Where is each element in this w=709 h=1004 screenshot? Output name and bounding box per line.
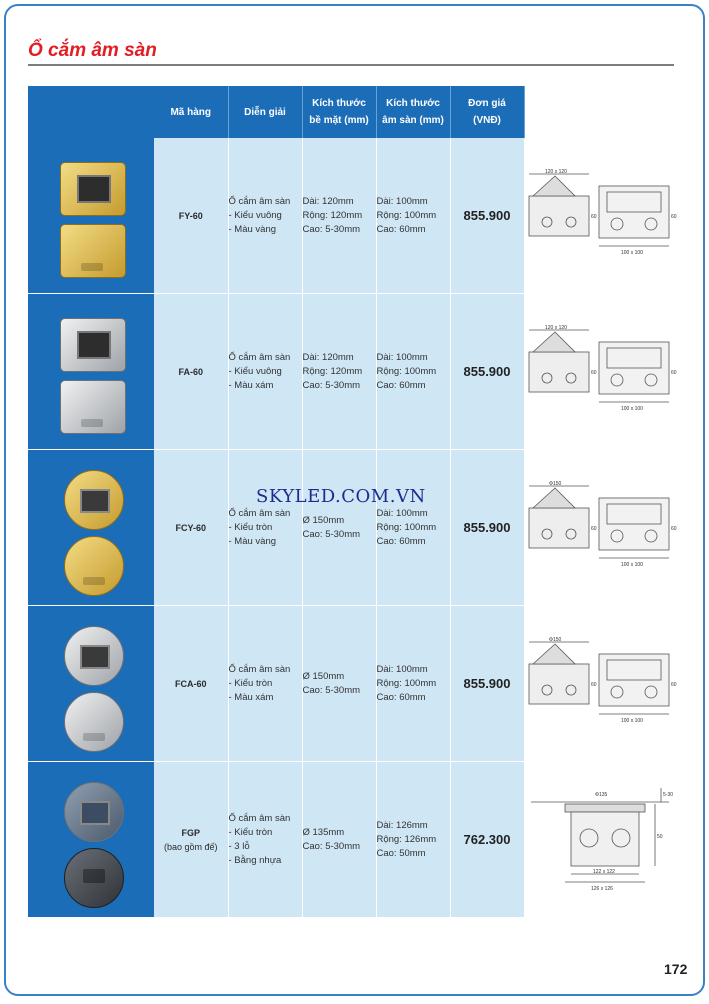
product-code <box>154 138 228 294</box>
flush-line: Rộng: 100mm <box>376 677 437 689</box>
desc-line: - Màu vàng <box>228 223 277 235</box>
desc-line: - 3 lỗ <box>228 840 250 852</box>
product-photo-closed <box>64 692 124 752</box>
product-photo-open <box>64 626 124 686</box>
surface-line: Rộng: 120mm <box>302 209 363 221</box>
product-code <box>154 762 228 918</box>
flush-line: Dài: 100mm <box>376 195 428 207</box>
flush-line: Rộng: 100mm <box>376 365 437 377</box>
catalog-page <box>4 4 705 996</box>
product-code-text: FCA-60 <box>174 678 207 689</box>
surface-line: Cao: 5-30mm <box>302 223 361 235</box>
product-photo-open <box>60 162 126 216</box>
drawing-label: 120 x 120 <box>544 169 567 175</box>
desc-line: Ổ cắm âm sàn <box>228 195 291 207</box>
surface-line: Cao: 5-30mm <box>302 684 361 696</box>
surface-size <box>302 606 376 762</box>
flush-line: Dài: 100mm <box>376 351 428 363</box>
drawing-label: 100 x 100 <box>620 718 643 724</box>
product-photo-open <box>60 318 126 372</box>
table-row <box>28 138 675 294</box>
table-row <box>28 606 675 762</box>
header-price-line2: (VNĐ) <box>473 115 501 126</box>
flush-size <box>376 606 450 762</box>
surface-line: Dài: 120mm <box>302 351 354 363</box>
header-flush-size <box>376 86 450 138</box>
desc-line: - Màu xám <box>228 691 274 703</box>
flush-line: Cao: 50mm <box>376 847 426 859</box>
surface-size <box>302 138 376 294</box>
unit-price: 855.900 <box>450 138 524 294</box>
table-row <box>28 762 675 918</box>
header-code: Mã hàng <box>154 86 228 138</box>
product-code-note: (bao gồm đế) <box>163 841 218 852</box>
technical-drawing <box>525 636 675 726</box>
product-code-text: FY-60 <box>178 210 203 221</box>
drawing-label: 60 <box>590 214 597 220</box>
drawing-label: 5-30 <box>662 792 673 798</box>
surface-size <box>302 450 376 606</box>
product-code-text: FA-60 <box>178 366 203 377</box>
product-photo-cell <box>28 138 154 294</box>
header-flush-line2: âm sàn (mm) <box>382 115 444 126</box>
product-photo-open <box>64 470 124 530</box>
flush-size <box>376 138 450 294</box>
header-image-cell <box>28 86 154 138</box>
product-photo-closed <box>60 224 126 278</box>
drawing-label: 60 <box>590 370 597 376</box>
drawing-label: 50 <box>656 834 663 840</box>
desc-line: - Bằng nhựa <box>228 854 282 866</box>
desc-line: - Kiểu vuông <box>228 209 282 221</box>
surface-size <box>302 294 376 450</box>
surface-line: Ø 135mm <box>302 826 345 838</box>
product-code <box>154 606 228 762</box>
surface-line: Ø 150mm <box>302 514 345 526</box>
technical-drawing-cell <box>524 606 675 762</box>
flush-size <box>376 450 450 606</box>
desc-line: Ổ cắm âm sàn <box>228 351 291 363</box>
desc-line: - Kiểu tròn <box>228 826 273 838</box>
drawing-label: 60 <box>590 526 597 532</box>
page-number: 172 <box>664 961 688 977</box>
product-description <box>228 138 302 294</box>
drawing-label: 60 <box>670 682 677 688</box>
technical-drawing <box>525 782 675 892</box>
flush-line: Cao: 60mm <box>376 535 426 547</box>
product-code-text: FGP <box>181 827 200 838</box>
drawing-label: 120 x 120 <box>544 325 567 331</box>
drawing-label: Φ135 <box>594 792 607 798</box>
product-photo-closed <box>64 848 124 908</box>
product-photo-cell <box>28 606 154 762</box>
technical-drawing <box>525 168 675 258</box>
product-photo-cell <box>28 762 154 918</box>
drawing-label: 60 <box>590 682 597 688</box>
product-description <box>228 762 302 918</box>
drawing-label: 100 x 100 <box>620 562 643 568</box>
drawing-label: 60 <box>670 370 677 376</box>
flush-line: Rộng: 100mm <box>376 521 437 533</box>
technical-drawing-cell <box>524 294 675 450</box>
flush-line: Dài: 126mm <box>376 819 428 831</box>
product-photo-closed <box>64 536 124 596</box>
flush-line: Cao: 60mm <box>376 691 426 703</box>
drawing-label: Φ150 <box>548 637 561 643</box>
desc-line: Ổ cắm âm sàn <box>228 663 291 675</box>
drawing-label: 60 <box>670 214 677 220</box>
technical-drawing-cell <box>524 762 675 918</box>
technical-drawing-cell <box>524 450 675 606</box>
flush-line: Rộng: 126mm <box>376 833 437 845</box>
desc-line: Ổ cắm âm sàn <box>228 507 291 519</box>
header-price-line1: Đơn giá <box>468 98 506 109</box>
surface-line: Cao: 5-30mm <box>302 379 361 391</box>
technical-drawing <box>525 324 675 414</box>
unit-price: 855.900 <box>450 294 524 450</box>
flush-line: Cao: 60mm <box>376 223 426 235</box>
product-photo-cell <box>28 450 154 606</box>
desc-line: Ổ cắm âm sàn <box>228 812 291 824</box>
title-divider <box>28 64 674 66</box>
product-description <box>228 450 302 606</box>
surface-line: Dài: 120mm <box>302 195 354 207</box>
flush-line: Dài: 100mm <box>376 507 428 519</box>
surface-size <box>302 762 376 918</box>
product-code <box>154 450 228 606</box>
watermark-text: SKYLED.COM.VN <box>256 486 426 507</box>
table-header-row <box>28 86 675 138</box>
surface-line: Ø 150mm <box>302 670 345 682</box>
product-description <box>228 606 302 762</box>
drawing-label: 60 <box>670 526 677 532</box>
product-photo-cell <box>28 294 154 450</box>
unit-price: 855.900 <box>450 450 524 606</box>
table-row <box>28 294 675 450</box>
desc-line: - Kiểu vuông <box>228 365 282 377</box>
drawing-label: Φ150 <box>548 481 561 487</box>
flush-size <box>376 762 450 918</box>
desc-line: - Màu xám <box>228 379 274 391</box>
table-row <box>28 450 675 606</box>
desc-line: - Kiểu tròn <box>228 521 273 533</box>
surface-line: Cao: 5-30mm <box>302 528 361 540</box>
surface-line: Rộng: 120mm <box>302 365 363 377</box>
desc-line: - Kiểu tròn <box>228 677 273 689</box>
header-surface-line1: Kích thước <box>312 98 366 109</box>
header-flush-line1: Kích thước <box>386 98 440 109</box>
product-photo-open <box>64 782 124 842</box>
technical-drawing-cell <box>524 138 675 294</box>
flush-size <box>376 294 450 450</box>
drawing-label: 100 x 100 <box>620 250 643 256</box>
drawing-label: 126 x 126 <box>590 886 613 892</box>
product-code <box>154 294 228 450</box>
flush-line: Cao: 60mm <box>376 379 426 391</box>
technical-drawing <box>525 480 675 570</box>
drawing-label: 100 x 100 <box>620 406 643 412</box>
product-code-text: FCY-60 <box>175 522 206 533</box>
page-title: Ổ cắm âm sàn <box>28 40 157 61</box>
header-description: Diễn giải <box>228 86 302 138</box>
product-description <box>228 294 302 450</box>
product-photo-closed <box>60 380 126 434</box>
flush-line: Rộng: 100mm <box>376 209 437 221</box>
flush-line: Dài: 100mm <box>376 663 428 675</box>
unit-price: 855.900 <box>450 606 524 762</box>
header-surface-size <box>302 86 376 138</box>
surface-line: Cao: 5-30mm <box>302 840 361 852</box>
drawing-label: 122 x 122 <box>592 869 615 875</box>
unit-price: 762.300 <box>450 762 524 918</box>
header-price <box>450 86 524 138</box>
header-surface-line2: bề mặt (mm) <box>309 115 369 126</box>
header-drawing-gap <box>524 86 675 138</box>
desc-line: - Màu vàng <box>228 535 277 547</box>
